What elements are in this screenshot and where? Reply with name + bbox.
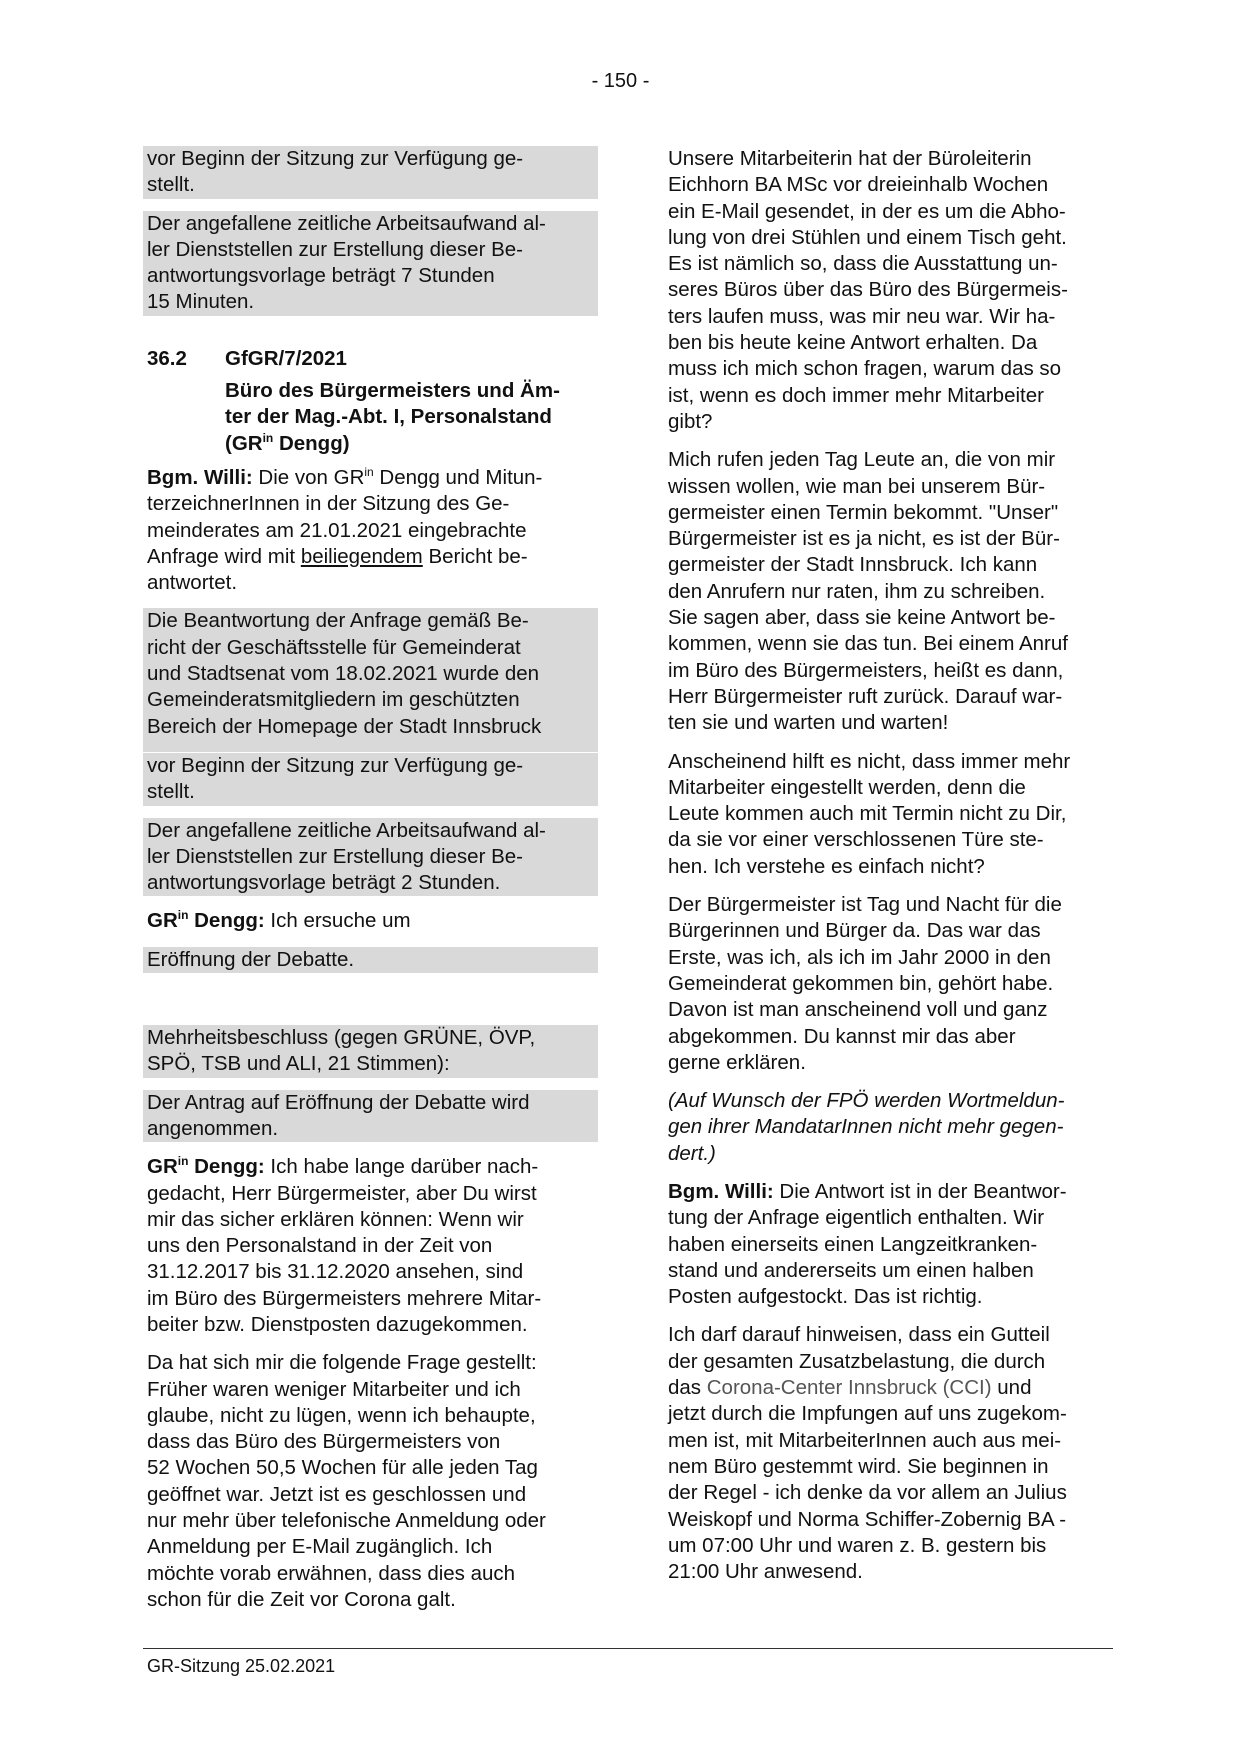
availability-note-1: vor Beginn der Sitzung zur Verfügung ge- stellt. (143, 146, 598, 199)
paragraph-staff: Anscheinend hilft es nicht, dass immer mehr Mitarbeiter eingestellt werden, denn die Leute kommen auch mit Termin nicht zu Dir, da sie vor einer verschlossenen Türe ste- hen. Ich verstehe es einfach nicht? (668, 749, 1071, 878)
majority-decision: Mehrheitsbeschluss (gegen GRÜNE, ÖVP, SPÖ, TSB und ALI, 21 Stimmen): (143, 1025, 598, 1078)
effort-note-2: Der angefallene zeitliche Arbeitsaufwand al- ler Dienststellen zur Erstellung dieser Be- antwortungsvorlage beträgt 2 Stunden. (143, 818, 598, 897)
agenda-item-heading (143, 346, 598, 372)
footer-session-date: GR-Sitzung 25.02.2021 (147, 1656, 336, 1676)
paragraph-cci: Ich darf darauf hinweisen, dass ein Gutteil der gesamten Zusatzbelastung, die durch das Corona-Center Innsbruck (CCI) und jetzt durch die Impfungen auf uns zugekom- men ist, mit MitarbeiterInnen auch aus mei- nem Büro gestemmt wird. Sie beginnen in der Regel - ich denke da vor allem an Julius Weiskopf und Norma Schiffer-Zobernig BA - um 07:00 Uhr und waren z. B. gestern bis 21:00 Uhr anwesend. (668, 1323, 1067, 1584)
cci-reference: Corona-Center Innsbruck (CCI) (706, 1376, 992, 1400)
effort-note-1: Der angefallene zeitliche Arbeitsaufwand al- ler Dienststellen zur Erstellung dieser Be- antwortungsvorlage beträgt 7 Stunden 15 Minuten. (143, 211, 598, 316)
underlined-word: beiliegendem (300, 544, 423, 568)
speaker-name: $GR^{in}$ Dengg: (147, 908, 265, 933)
left-column (143, 146, 598, 1625)
paragraph-furniture: Unsere Mitarbeiterin hat der Büroleiterin Eichhorn BA MSc vor dreieinhalb Wochen ein E-Mail gesendet, in der es um die Abho- lung von drei Stühlen und einem Tisch geht. Es ist nämlich so, dass die Ausstattung un- seres Büros über das Büro des Bürgermeis- ters laufen muss, was mir neu war. Wir ha- ben bis heute keine Antwort erhalten. Da muss ich mich schon fragen, warum das so ist, wenn es doch immer mehr Mitarbeiter gibt? (668, 147, 1068, 433)
answer-note: Die Beantwortung der Anfrage gemäß Be- richt der Geschäftsstelle für Gemeinderat und Stadtsenat vom 18.02.2021 wurde den Gemeinderatsmitgliedern im geschützten Bereich der Homepage der Stadt Innsbruck (143, 608, 598, 751)
mayor-statement: Bgm. Willi: Die von $GR^{in}$ Dengg und Mitun- terzeichnerInnen in der Sitzung des Ge- meinderates am 21.01.2021 eingebrachte Anfrage wird mit beiliegendem Bericht be- antwortet. (147, 465, 543, 595)
dengg-request: $GR^{in}$ Dengg: Ich ersuche um (147, 908, 411, 933)
agenda-item-code: GfGR/7/2021 (225, 346, 347, 370)
spacer (143, 985, 598, 1025)
page-number: - 150 - (591, 70, 650, 92)
debate-opening: Eröffnung der Debatte. (143, 947, 598, 973)
paragraph-day-and-night: Der Bürgermeister ist Tag und Nacht für die Bürgerinnen und Bürger da. Das war das Erste, was ich, als ich im Jahr 2000 in den Gemeinderat gekommen bin, gehört habe. Davon ist man anscheinend voll und ganz abgekommen. Du kannst mir das aber gerne erklären. (668, 893, 1062, 1074)
fpo-note: (Auf Wunsch der FPÖ werden Wortmeldun- gen ihrer MandatarInnen nicht mehr gegen- dert.) (668, 1089, 1065, 1165)
speaker-name: $GR^{in}$ Dengg: (147, 1154, 265, 1179)
dengg-statement: $GR^{in}$ Dengg: Ich habe lange darüber nach- gedacht, Herr Bürgermeister, aber Du wirst mir das sicher erklären können: Wenn wir uns den Personalstand in der Zeit von 31.12.2017 bis 31.12.2020 ansehen, sind im Büro des Bürgermeisters mehrere Mitar- beiter bzw. Dienstposten dazugekommen. (147, 1154, 542, 1336)
right-column (664, 146, 1114, 1597)
paragraph-calls: Mich rufen jeden Tag Leute an, die von mir wissen wollen, wie man bei unserem Bür- germeister einen Termin bekommt. "Unser" Bürgermeister ist es ja nicht, es ist der Bür- germeister der Stadt Innsbruck. Ich kann den Anrufern nur raten, ihm zu schreiben. Sie sagen aber, dass sie keine Antwort be- kommen, wenn sie das tun. Bei einem Anruf im Büro des Bürgermeisters, heißt es dann, Herr Bürgermeister ruft zurück. Darauf war- ten sie und warten und warten! (668, 448, 1068, 735)
agenda-item-title: Büro des Bürgermeisters und Äm- ter der Mag.-Abt. I, Personalstand ($GR^{in}$ Dengg) (225, 379, 560, 455)
footer-rule (143, 1648, 1113, 1649)
question-paragraph: Da hat sich mir die folgende Frage gestellt: Früher waren weniger Mitarbeiter und ich glaube, nicht zu lügen, wenn ich behaupte, dass das Büro des Bürgermeisters von 52 Wochen 50,5 Wochen für alle jeden Tag geöffnet war. Jetzt ist es geschlossen und nur mehr über telefonische Anmeldung oder Anmeldung per E-Mail zugänglich. Ich möchte vorab erwähnen, dass dies auch schon für die Zeit vor Corona galt. (147, 1351, 546, 1611)
availability-note-2: vor Beginn der Sitzung zur Verfügung ge- stellt. (143, 752, 598, 806)
motion-accepted: Der Antrag auf Eröffnung der Debatte wird angenommen. (143, 1090, 598, 1143)
agenda-item-number: 36.2 (147, 346, 187, 370)
mayor-answer: Bgm. Willi: Die Antwort ist in der Beantwor- tung der Anfrage eigentlich enthalten. Wir haben einerseits einen Langzeitkranken- stand und andererseits um einen halben Posten aufgestockt. Das ist richtig. (668, 1179, 1067, 1309)
speaker-name: Bgm. Willi: (668, 1179, 774, 1203)
speaker-name: Bgm. Willi: (147, 465, 253, 489)
